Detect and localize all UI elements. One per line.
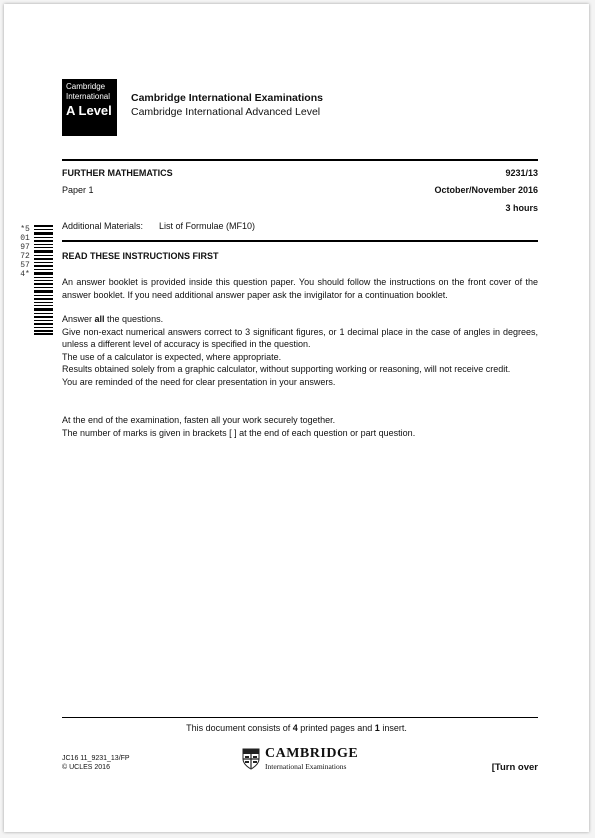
materials-value: List of Formulae (MF10): [159, 221, 256, 231]
logo-line-1: Cambridge: [66, 82, 106, 91]
document-code: JC16 11_9231_13/FP: [62, 755, 130, 762]
instruction-accuracy: Give non-exact numerical answers correct to 3 significant figures, or 1 decimal place in the case of angles in degrees, unless a different level of accuracy is specified in the question.: [62, 326, 538, 350]
instruction-graphic-calculator: Results obtained solely from a graphic calculator, without supporting working or reasoning, will not receive credit.: [62, 364, 511, 375]
cambridge-wordmark: CAMBRIDGE: [265, 746, 359, 761]
instruction-answer-booklet: An answer booklet is provided inside this question paper. You should follow the instructions on the front cover of the answer booklet. If you need additional answer paper ask the invigilator for a continuation booklet.: [62, 277, 538, 300]
subject-name: FURTHER MATHEMATICS: [62, 168, 173, 178]
instructions-heading: READ THESE INSTRUCTIONS FIRST: [62, 251, 219, 261]
instructions-block-3: [62, 414, 538, 439]
answer-all-pre: Answer: [62, 314, 95, 324]
divider: [62, 240, 538, 242]
instructions-block-1: [62, 276, 538, 301]
materials-label: Additional Materials:: [62, 221, 144, 231]
instruction-marks: The number of marks is given in brackets [ ] at the end of each question or part question.: [62, 427, 416, 438]
exam-cover-page: [4, 4, 589, 832]
instruction-calculator: The use of a calculator is expected, where appropriate.: [62, 351, 282, 362]
doc-post: insert.: [379, 723, 407, 733]
instructions-block-2: [62, 313, 538, 389]
divider: [62, 717, 538, 718]
org-subtitle: Cambridge International Advanced Level: [131, 106, 321, 118]
cambridge-wordmark-sub: International Examinations: [265, 762, 347, 771]
cambridge-a-level-logo: [62, 79, 117, 136]
insert-count: 1: [374, 723, 380, 733]
logo-line-2: International: [66, 92, 111, 101]
paper-number: Paper 1: [62, 185, 94, 195]
turn-over: [Turn over: [491, 762, 538, 773]
answer-all-bold: all: [94, 314, 105, 324]
instruction-presentation: You are reminded of the need for clear presentation in your answers.: [62, 376, 336, 387]
doc-pre: This document consists of: [186, 723, 293, 733]
divider: [62, 159, 538, 161]
barcode-icon: [34, 225, 53, 335]
syllabus-code: 9231/13: [505, 168, 538, 178]
exam-session: October/November 2016: [434, 185, 538, 195]
document-page-count: [4, 723, 589, 733]
org-title: Cambridge International Examinations: [131, 92, 323, 104]
page-count: 4: [292, 723, 298, 733]
answer-all-post: the questions.: [104, 314, 164, 324]
instruction-answer-all: [62, 313, 538, 326]
logo-line-3: A Level: [66, 103, 112, 118]
exam-duration: 3 hours: [505, 203, 538, 213]
barcode-digits: *5019772574*: [20, 225, 30, 279]
copyright: © UCLES 2016: [62, 764, 110, 771]
instruction-fasten: At the end of the examination, fasten all your work securely together.: [62, 415, 336, 425]
cambridge-crest-icon: [242, 748, 260, 770]
doc-mid: printed pages and: [297, 723, 375, 733]
